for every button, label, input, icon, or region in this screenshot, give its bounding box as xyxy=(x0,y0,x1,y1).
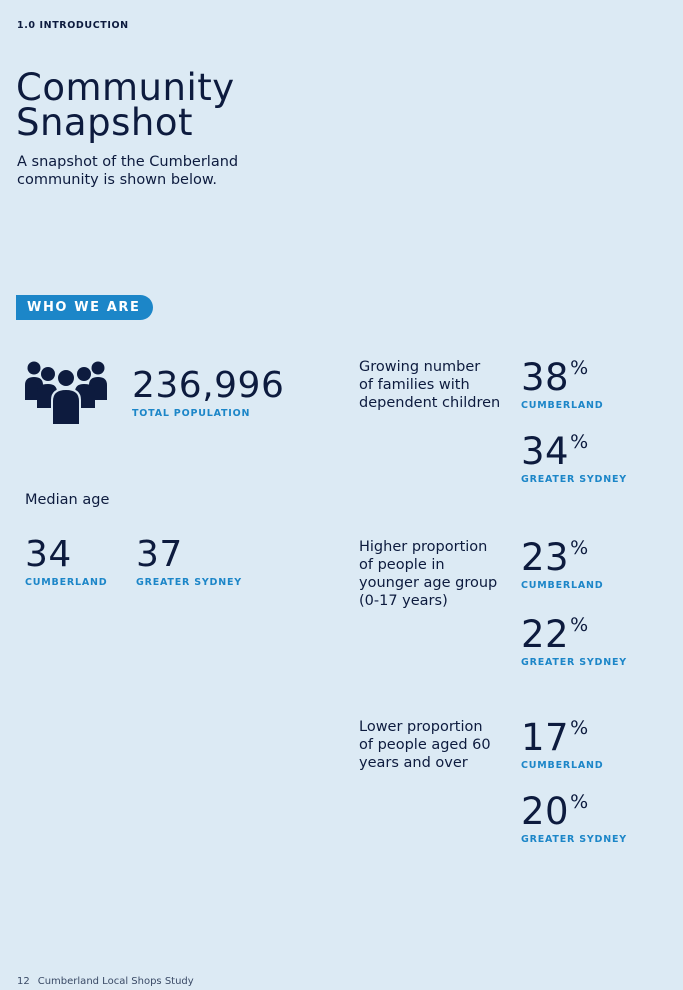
stat-description-line: dependent children xyxy=(359,395,501,411)
stat-description-line: (0-17 years) xyxy=(359,593,448,609)
people-group-icon xyxy=(24,358,108,426)
intro-line: community is shown below. xyxy=(17,172,218,188)
median-age-sydney-value: 37 xyxy=(136,534,183,575)
older-sydney-percent xyxy=(521,790,589,833)
percent-value: 17 xyxy=(521,716,570,759)
page-footer xyxy=(17,976,194,987)
families-sydney-label: GREATER SYDNEY xyxy=(521,474,627,485)
families-sydney-percent xyxy=(521,430,589,473)
percent-value: 38 xyxy=(521,356,570,399)
younger-cumberland-percent xyxy=(521,536,589,579)
page-title xyxy=(16,66,235,144)
section-label: 1.0 INTRODUCTION xyxy=(17,20,129,31)
younger-sydney-label: GREATER SYDNEY xyxy=(521,657,627,668)
document-title: Cumberland Local Shops Study xyxy=(37,976,194,987)
percent-value: 34 xyxy=(521,430,570,473)
population-value: 236,996 xyxy=(132,365,285,406)
median-age-sydney-label: GREATER SYDNEY xyxy=(136,577,242,588)
page-title-line: Snapshot xyxy=(16,101,193,144)
median-age-heading: Median age xyxy=(25,492,110,508)
younger-cumberland-label: CUMBERLAND xyxy=(521,580,604,591)
families-stat-description xyxy=(359,358,509,412)
stat-description-line: of people in xyxy=(359,557,445,573)
page-number: 12 xyxy=(17,976,30,987)
percent-value: 22 xyxy=(521,613,570,656)
intro-line: A snapshot of the Cumberland xyxy=(17,154,239,170)
stat-description-line: years and over xyxy=(359,755,468,771)
page-title-line: Community xyxy=(16,66,235,109)
stat-description-line: of people aged 60 xyxy=(359,737,491,753)
percent-unit: % xyxy=(570,717,589,739)
median-age-cumberland-label: CUMBERLAND xyxy=(25,577,108,588)
families-cumberland-label: CUMBERLAND xyxy=(521,400,604,411)
older-stat-description xyxy=(359,718,509,772)
population-label: TOTAL POPULATION xyxy=(132,408,251,419)
families-cumberland-percent xyxy=(521,356,589,399)
percent-unit: % xyxy=(570,357,589,379)
intro-text xyxy=(17,153,257,189)
younger-sydney-percent xyxy=(521,613,589,656)
stat-description-line: younger age group xyxy=(359,575,498,591)
percent-unit: % xyxy=(570,614,589,636)
percent-unit: % xyxy=(570,537,589,559)
stat-description-line: of families with xyxy=(359,377,470,393)
older-cumberland-label: CUMBERLAND xyxy=(521,760,604,771)
stat-description-line: Growing number xyxy=(359,359,481,375)
stat-description-line: Higher proportion xyxy=(359,539,488,555)
percent-value: 23 xyxy=(521,536,570,579)
who-we-are-pill: WHO WE ARE xyxy=(16,295,153,320)
older-cumberland-percent xyxy=(521,716,589,759)
stat-description-line: Lower proportion xyxy=(359,719,483,735)
median-age-cumberland-value: 34 xyxy=(25,534,72,575)
older-sydney-label: GREATER SYDNEY xyxy=(521,834,627,845)
percent-value: 20 xyxy=(521,790,570,833)
percent-unit: % xyxy=(570,431,589,453)
younger-stat-description xyxy=(359,538,509,610)
percent-unit: % xyxy=(570,791,589,813)
